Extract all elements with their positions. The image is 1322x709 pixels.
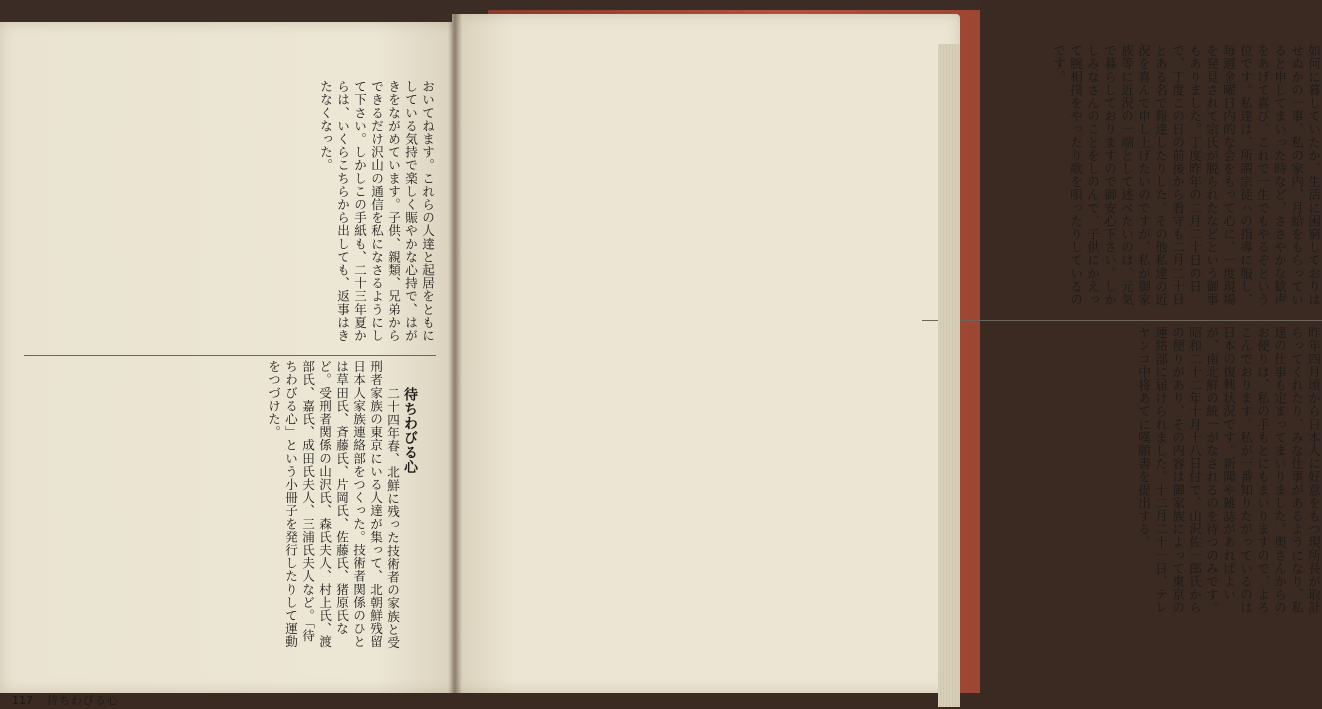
left-page: [0, 22, 470, 707]
page-number: 117: [12, 693, 33, 707]
page-footer: [12, 691, 119, 709]
left-page-upper-text: おいてねます。これらの人達と起居をともにしている気持で楽しく賑やかな心持で、はがきをながめています。子供、親類、兄弟からできるだけ沢山の通信を私になさるようにして下さい。しかしこの手紙も、二十三年夏からは、いくらこちらから出しても、返事はきたなくなった。: [318, 80, 435, 342]
left-page-divider: [24, 355, 436, 356]
right-page-upper-text: 如何に暮していたか、生活に困窮しておりはせぬかの一事、私の家内、月給をもらっていると申してまいった時など、ささやかな歓声をあげて喜び、これで一生でもやるぞという位です。私達は、所謂宗徒ハの指導に服し、毎週金曜日内的な会をもって心に、一度現場を発見されて宗氏が脱られたなどという御事もありました。丁度昨年の二月二十日の日で、丁度この日の前後から看守も二月二十日とある名で報達したりした。その他私達の近況を喜んで申し上げたいのですが、私が御家族等に近況の一端として述べたいのは、元気で暮らしておりますので御安心下さい。しかしみなさんのことをしのんで、子供にかえって腕相撲をやったり歌を唄ったりしているのです。: [1051, 44, 1321, 306]
right-page: [452, 14, 1321, 693]
running-title: 待ちわびる心: [47, 694, 119, 707]
book-gutter: [448, 12, 462, 693]
right-page-lower-text: 昨年四月頃から日本人に好意をもつ現所長が取計らってくれたり、みな仕事があるようになり、私達の仕事も定まってまいりました。奥さんからのお便りは、私の手もとにもまいりますので、よろこんでおります。私が一番知りたがっているのは日本の復興状況です。新聞や雑誌があればよいが、南北鮮の統一がなされるのを待つのみです。昭和二十二年十月十八日付で、山沢佐一郎氏からの便りがあり、その内容は御家族によって東京の連絡部に届けられました。十二月二十一日、テレヤンコ中将あてに嘆願書を提出する。: [1136, 326, 1321, 615]
left-page-lower-text: [24, 360, 436, 650]
right-page-divider: [922, 320, 1322, 321]
page-edges: [938, 44, 960, 707]
section-body: 二十四年春、北鮮に残った技術者の家族と受刑者家族の東京にいる人達が集って、北朝鮮残留日本人家族連絡部をつくった。技術者関係のひとは草田氏、斉藤氏、片岡氏、佐藤氏、猪原氏など。受刑者関係の山沢氏、森氏夫人、村上氏、渡部氏、嘉氏、成田氏夫人、三浦氏夫人など。「待ちわびる心」という小冊子を発行したりして運動をつづけた。: [266, 360, 400, 650]
section-heading: 待ちわびる心: [402, 387, 418, 475]
